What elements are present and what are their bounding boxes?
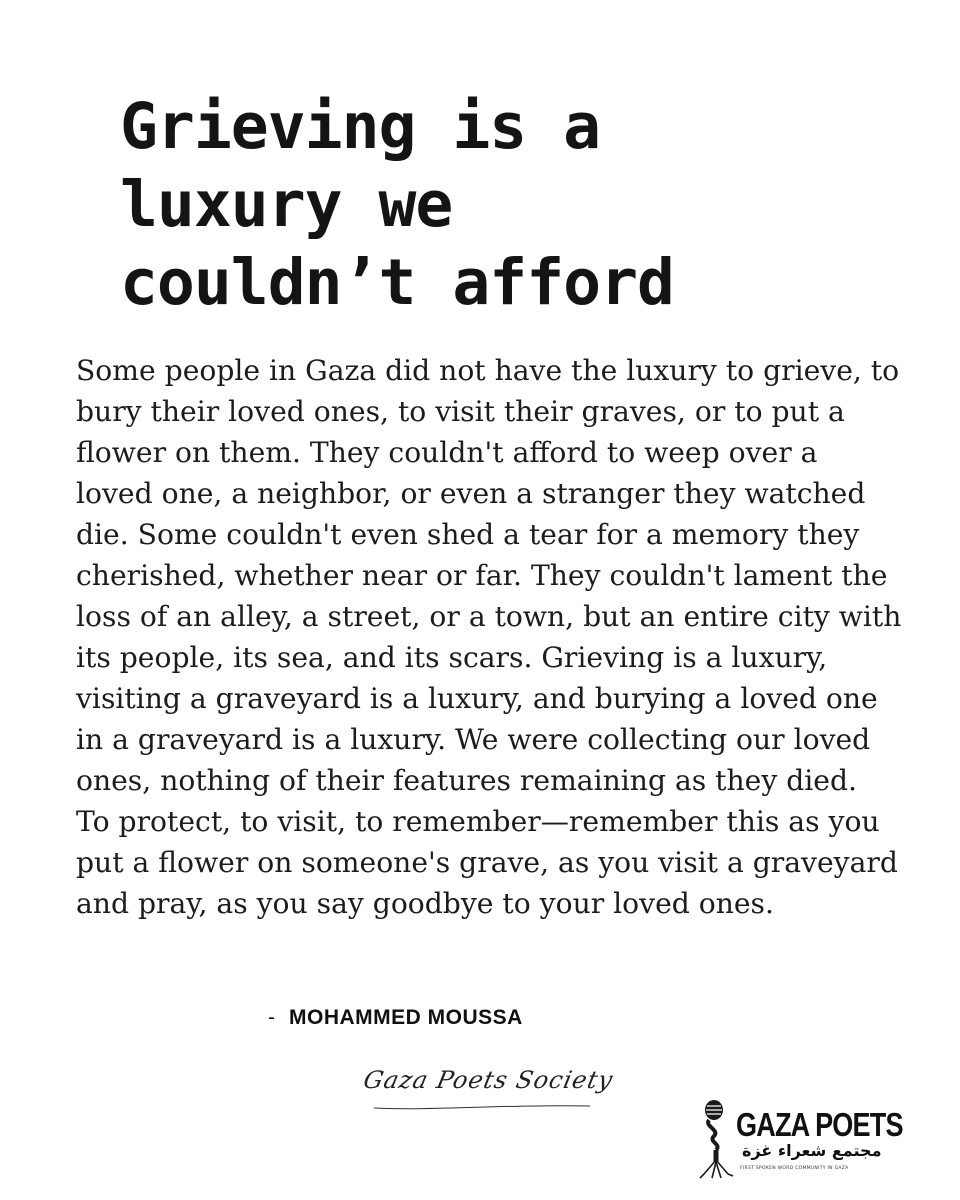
microphone-tree-icon [698,1096,734,1180]
author-credit [268,1006,523,1030]
body-line: cherished, whether near or far. They couldn't lament the [76,559,888,592]
body-line: ones, nothing of their features remaining as they died. [76,764,857,797]
signature-text: Gaza Poets Society [361,1066,616,1094]
body-line: To protect, to visit, to remember—remember this as you [76,805,880,838]
signature-flourish [372,1102,592,1112]
body-line: flower on them. They couldn't afford to weep over a [76,436,818,469]
body-line: its people, its sea, and its scars. Grieving is a luxury, [76,641,828,674]
body-line: and pray, as you say goodbye to your loved ones. [76,887,774,920]
body-line: die. Some couldn't even shed a tear for a memory they [76,518,860,551]
body-line: loss of an alley, a street, or a town, but an entire city with [76,600,902,633]
body-line: visiting a graveyard is a luxury, and burying a loved one [76,682,878,715]
gaza-poets-logo [698,1096,903,1180]
author-name: MOHAMMED MOUSSA [289,1006,523,1029]
poem-title [120,88,880,322]
title-line: Grieving is a [120,90,601,163]
logo-tagline: FIRST SPOKEN WORD COMMUNITY IN GAZA [740,1166,849,1171]
logo-arabic-name: مجتمع شعراء غزة [742,1141,882,1160]
body-line: put a flower on someone's grave, as you visit a graveyard [76,846,898,879]
body-line: Some people in Gaza did not have the luxury to grieve, to [76,354,900,387]
body-line: in a graveyard is a luxury. We were collecting our loved [76,723,871,756]
title-line: couldn’t afford [120,246,674,319]
body-line: bury their loved ones, to visit their graves, or to put a [76,395,845,428]
author-dash: - [268,1006,275,1029]
poem-body [76,350,906,924]
body-line: loved one, a neighbor, or even a stranger they watched [76,477,866,510]
logo-title: GAZA POETS [736,1106,903,1143]
title-line: luxury we [120,168,453,241]
